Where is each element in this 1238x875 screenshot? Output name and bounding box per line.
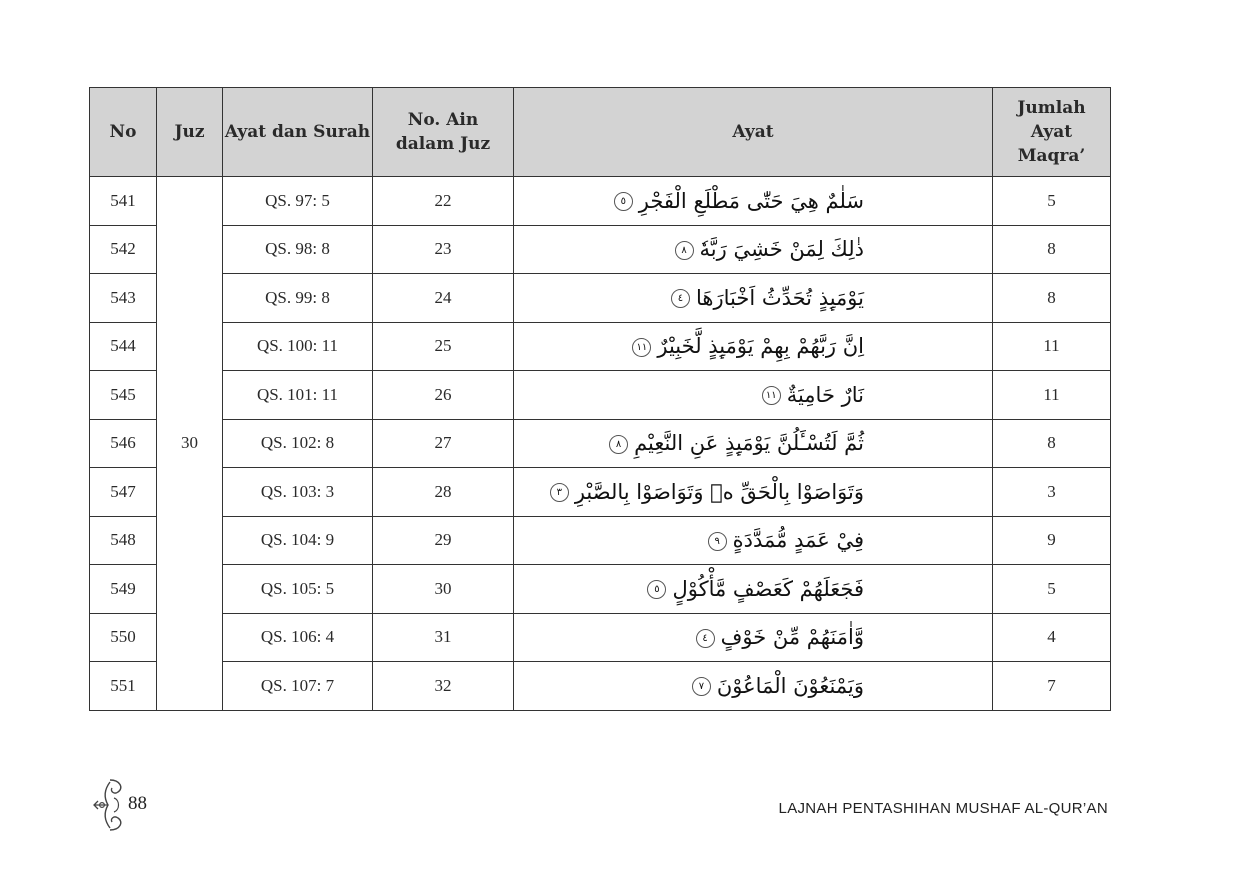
ayat-text: فَجَعَلَهُمْ كَعَصْفٍ مَّأْكُوْلٍ bbox=[672, 576, 864, 601]
ayat-text-cell bbox=[514, 468, 993, 517]
table-row bbox=[90, 322, 1111, 371]
jumlah-ayat: 5 bbox=[993, 565, 1111, 614]
row-number: 548 bbox=[90, 516, 157, 565]
ain-number: 31 bbox=[373, 613, 514, 662]
row-number: 547 bbox=[90, 468, 157, 517]
ayat-text: ثُمَّ لَتُسْـَٔلُنَّ يَوْمَىِٕذٍ عَنِ النَّعِيْمِ bbox=[634, 431, 864, 456]
table-row bbox=[90, 613, 1111, 662]
ain-number: 28 bbox=[373, 468, 514, 517]
page-number: 88 bbox=[128, 793, 147, 814]
table-row bbox=[90, 468, 1111, 517]
ain-number: 23 bbox=[373, 225, 514, 274]
row-number: 545 bbox=[90, 371, 157, 420]
ayah-end-marker: ٤ bbox=[696, 629, 715, 648]
ayat-text-cell bbox=[514, 274, 993, 323]
ain-table bbox=[89, 87, 1111, 711]
table-row bbox=[90, 516, 1111, 565]
row-number: 543 bbox=[90, 274, 157, 323]
row-number: 549 bbox=[90, 565, 157, 614]
row-number: 541 bbox=[90, 177, 157, 226]
ain-number: 25 bbox=[373, 322, 514, 371]
ayat-surah-ref: QS. 103: 3 bbox=[223, 468, 373, 517]
ain-number: 32 bbox=[373, 662, 514, 711]
ayat-text: اِنَّ رَبَّهُمْ بِهِمْ يَوْمَىِٕذٍ لَّخَبِيْرٌ bbox=[657, 334, 864, 359]
ayah-end-marker: ٤ bbox=[671, 289, 690, 308]
jumlah-ayat: 11 bbox=[993, 322, 1111, 371]
ayat-surah-ref: QS. 99: 8 bbox=[223, 274, 373, 323]
ayat-text-cell bbox=[514, 419, 993, 468]
ayat-text-cell bbox=[514, 371, 993, 420]
ayat-text: نَارٌ حَامِيَةٌ bbox=[786, 382, 864, 407]
ayat-surah-ref: QS. 102: 8 bbox=[223, 419, 373, 468]
header-ayat: Ayat bbox=[514, 88, 993, 177]
ayah-end-marker: ٨ bbox=[609, 435, 628, 454]
ayat-text: وَيَمْنَعُوْنَ الْمَاعُوْنَ bbox=[716, 673, 864, 698]
jumlah-ayat: 8 bbox=[993, 274, 1111, 323]
ain-number: 29 bbox=[373, 516, 514, 565]
ayat-text: سَلٰمٌ هِيَ حَتّٰى مَطْلَعِ الْفَجْرِ bbox=[638, 188, 864, 213]
ain-number: 22 bbox=[373, 177, 514, 226]
floral-ornament-icon bbox=[90, 776, 130, 834]
ayah-end-marker: ٣ bbox=[550, 483, 569, 502]
row-number: 551 bbox=[90, 662, 157, 711]
jumlah-ayat: 3 bbox=[993, 468, 1111, 517]
ayat-text-cell bbox=[514, 516, 993, 565]
ayah-end-marker: ١١ bbox=[632, 338, 651, 357]
publisher-name: LAJNAH PENTASHIHAN MUSHAF AL-QUR’AN bbox=[778, 800, 1108, 817]
ayat-text-cell bbox=[514, 613, 993, 662]
table-row bbox=[90, 371, 1111, 420]
ayat-text: يَوْمَىِٕذٍ تُحَدِّثُ اَخْبَارَهَا bbox=[695, 285, 864, 310]
jumlah-ayat: 7 bbox=[993, 662, 1111, 711]
ayah-end-marker: ٥ bbox=[647, 580, 666, 599]
ain-table-container bbox=[89, 87, 1110, 711]
table-row bbox=[90, 177, 1111, 226]
row-number: 546 bbox=[90, 419, 157, 468]
jumlah-ayat: 8 bbox=[993, 419, 1111, 468]
ayat-text: وَتَوَاصَوْا بِالْحَقِّ ەۙ وَتَوَاصَوْا بِالصَّبْرِ bbox=[574, 479, 864, 504]
table-row bbox=[90, 419, 1111, 468]
table-body bbox=[90, 177, 1111, 711]
ayat-text: ذٰلِكَ لِمَنْ خَشِيَ رَبَّهٗ bbox=[699, 237, 864, 262]
row-number: 544 bbox=[90, 322, 157, 371]
ayah-end-marker: ٧ bbox=[692, 677, 711, 696]
jumlah-ayat: 11 bbox=[993, 371, 1111, 420]
header-no: No bbox=[90, 88, 157, 177]
row-number: 542 bbox=[90, 225, 157, 274]
ain-number: 26 bbox=[373, 371, 514, 420]
table-row bbox=[90, 274, 1111, 323]
ain-number: 30 bbox=[373, 565, 514, 614]
row-number: 550 bbox=[90, 613, 157, 662]
ayat-text-cell bbox=[514, 225, 993, 274]
ayat-surah-ref: QS. 107: 7 bbox=[223, 662, 373, 711]
ayat-text-cell bbox=[514, 177, 993, 226]
ain-number: 27 bbox=[373, 419, 514, 468]
ayah-end-marker: ٨ bbox=[675, 241, 694, 260]
jumlah-ayat: 8 bbox=[993, 225, 1111, 274]
ayat-text-cell bbox=[514, 565, 993, 614]
ayah-end-marker: ٩ bbox=[708, 532, 727, 551]
ain-number: 24 bbox=[373, 274, 514, 323]
ayah-end-marker: ٥ bbox=[614, 192, 633, 211]
ayah-end-marker: ١١ bbox=[762, 386, 781, 405]
header-juz: Juz bbox=[157, 88, 223, 177]
ayat-surah-ref: QS. 106: 4 bbox=[223, 613, 373, 662]
table-header-row bbox=[90, 88, 1111, 177]
juz-cell: 30 bbox=[157, 177, 223, 711]
table-row bbox=[90, 662, 1111, 711]
ayat-surah-ref: QS. 98: 8 bbox=[223, 225, 373, 274]
table-row bbox=[90, 225, 1111, 274]
ayat-text-cell bbox=[514, 662, 993, 711]
ayat-surah-ref: QS. 104: 9 bbox=[223, 516, 373, 565]
jumlah-ayat: 9 bbox=[993, 516, 1111, 565]
header-jumlah: Jumlah Ayat Maqra’ bbox=[993, 88, 1111, 177]
ayat-text: فِيْ عَمَدٍ مُّمَدَّدَةٍ bbox=[732, 528, 864, 553]
ayat-text: وَّاٰمَنَهُمْ مِّنْ خَوْفٍ bbox=[720, 625, 864, 650]
header-ayat-surah: Ayat dan Surah bbox=[223, 88, 373, 177]
jumlah-ayat: 5 bbox=[993, 177, 1111, 226]
ayat-text-cell bbox=[514, 322, 993, 371]
ayat-surah-ref: QS. 97: 5 bbox=[223, 177, 373, 226]
ayat-surah-ref: QS. 100: 11 bbox=[223, 322, 373, 371]
jumlah-ayat: 4 bbox=[993, 613, 1111, 662]
header-ain: No. Ain dalam Juz bbox=[373, 88, 514, 177]
ayat-surah-ref: QS. 101: 11 bbox=[223, 371, 373, 420]
ayat-surah-ref: QS. 105: 5 bbox=[223, 565, 373, 614]
table-row bbox=[90, 565, 1111, 614]
